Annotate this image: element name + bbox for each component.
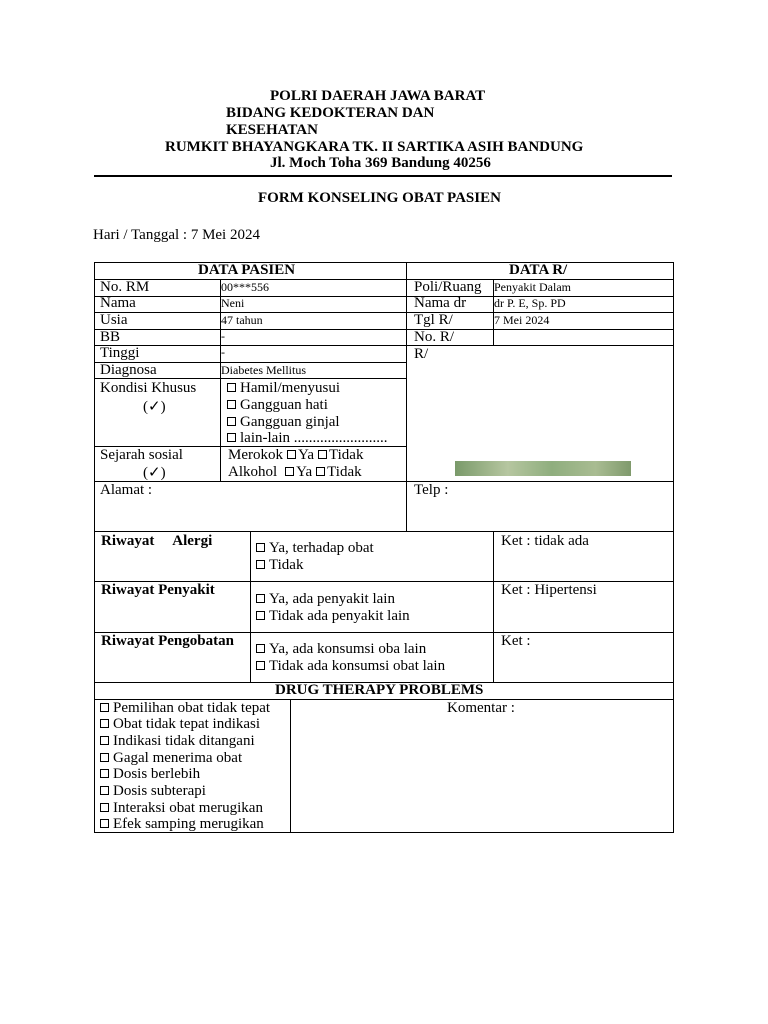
- col-line: [493, 532, 494, 682]
- data-pasien-heading: DATA PASIEN: [198, 262, 296, 278]
- option-label: Tidak ada konsumsi obat lain: [269, 658, 446, 674]
- option-label: Interaksi obat merugikan: [113, 800, 263, 816]
- diagnosa-label: Diagnosa: [100, 362, 157, 378]
- option-label: Gangguan hati: [240, 397, 328, 413]
- alamat-label: Alamat :: [100, 482, 153, 498]
- ya-label: Ya: [298, 447, 314, 463]
- bb-value: -: [221, 329, 225, 343]
- sosial-label: Sejarah sosial: [100, 447, 183, 463]
- checkbox[interactable]: [256, 543, 265, 552]
- col-line: [250, 532, 251, 682]
- option-label: lain-lain .........................: [240, 430, 388, 446]
- dtp-item[interactable]: [100, 733, 255, 750]
- kondisi-check: (✓): [143, 399, 166, 415]
- bb-label: BB: [100, 329, 121, 345]
- pengobatan-option-ya[interactable]: [256, 641, 426, 658]
- no-rm-value: 00***556: [221, 280, 269, 294]
- ya-label: Ya: [296, 464, 313, 480]
- r-label: R/: [414, 346, 429, 362]
- checkbox[interactable]: [100, 803, 109, 812]
- dtp-item[interactable]: [100, 816, 264, 833]
- riwayat-alergi-label: Riwayat Alergi: [101, 533, 213, 549]
- usia-label: Usia: [100, 312, 128, 328]
- checkbox[interactable]: [100, 719, 109, 728]
- no-r-label: No. R/: [414, 329, 455, 345]
- col-line: [290, 699, 291, 833]
- checkbox[interactable]: [227, 433, 236, 442]
- checkbox[interactable]: [227, 400, 236, 409]
- alkohol-label: Alkohol: [228, 464, 278, 480]
- kondisi-option-lain[interactable]: [227, 430, 387, 447]
- option-label: Efek samping merugikan: [113, 816, 264, 832]
- kondisi-option-hamil[interactable]: [227, 380, 340, 397]
- tidak-label: Tidak: [329, 447, 364, 463]
- row-line: [94, 279, 674, 280]
- telp-label: Telp :: [414, 482, 449, 498]
- option-label: Hamil/menyusui: [240, 380, 340, 396]
- dr-label: Nama dr: [414, 295, 467, 311]
- penyakit-ket: Ket : Hipertensi: [501, 582, 597, 598]
- checkbox-tidak[interactable]: [318, 450, 327, 459]
- redacted-prescription-image: [455, 461, 631, 476]
- header-line-5: Jl. Moch Toha 369 Bandung 40256: [270, 155, 491, 171]
- option-label: Ya, terhadap obat: [269, 540, 374, 556]
- table-divider: [406, 262, 407, 532]
- riwayat-penyakit-label: Riwayat Penyakit: [101, 582, 215, 598]
- checkbox[interactable]: [256, 661, 265, 670]
- tinggi-label: Tinggi: [100, 345, 140, 361]
- checkbox[interactable]: [227, 417, 236, 426]
- form-title: FORM KONSELING OBAT PASIEN: [258, 190, 501, 206]
- option-label: Tidak: [269, 557, 304, 573]
- kondisi-option-ginjal[interactable]: [227, 414, 340, 431]
- date-line: Hari / Tanggal : 7 Mei 2024: [93, 227, 260, 243]
- row-line: [94, 329, 674, 330]
- poli-value: Penyakit Dalam: [494, 280, 571, 294]
- alergi-option-ya[interactable]: [256, 540, 374, 557]
- alergi-option-tidak[interactable]: [256, 557, 303, 574]
- row-line: [94, 345, 674, 346]
- option-label: Tidak ada penyakit lain: [269, 608, 410, 624]
- dtp-item[interactable]: [100, 766, 200, 783]
- checkbox[interactable]: [100, 786, 109, 795]
- penyakit-option-tidak[interactable]: [256, 608, 410, 625]
- row-line: [94, 481, 674, 482]
- checkbox[interactable]: [256, 594, 265, 603]
- option-label: Pemilihan obat tidak tepat: [113, 700, 271, 716]
- merokok-row: [228, 447, 363, 464]
- dtp-item[interactable]: [100, 750, 242, 767]
- option-label: Dosis subterapi: [113, 783, 206, 799]
- option-label: Indikasi tidak ditangani: [113, 733, 255, 749]
- usia-value: 47 tahun: [221, 313, 263, 327]
- checkbox-ya[interactable]: [285, 467, 294, 476]
- checkbox[interactable]: [256, 644, 265, 653]
- checkbox[interactable]: [227, 383, 236, 392]
- checkbox-tidak[interactable]: [316, 467, 325, 476]
- dr-value: dr P. E, Sp. PD: [494, 296, 566, 310]
- dtp-item[interactable]: [100, 716, 260, 733]
- dtp-heading: DRUG THERAPY PROBLEMS: [275, 682, 484, 698]
- dtp-item[interactable]: [100, 700, 270, 717]
- merokok-label: Merokok: [228, 447, 283, 463]
- header-line-2: BIDANG KEDOKTERAN DAN: [226, 105, 435, 121]
- kondisi-label: Kondisi Khusus: [100, 380, 197, 396]
- tgl-label: Tgl R/: [414, 312, 453, 328]
- option-label: Gagal menerima obat: [113, 750, 243, 766]
- checkbox[interactable]: [100, 736, 109, 745]
- nama-value: Neni: [221, 296, 245, 310]
- header-line-1: POLRI DAERAH JAWA BARAT: [270, 88, 486, 104]
- header-line-3: KESEHATAN: [226, 122, 318, 138]
- nama-label: Nama: [100, 295, 136, 311]
- checkbox[interactable]: [256, 611, 265, 620]
- row-line: [94, 312, 674, 313]
- poli-label: Poli/Ruang: [414, 279, 482, 295]
- checkbox[interactable]: [100, 703, 109, 712]
- diagnosa-value: Diabetes Mellitus: [221, 363, 306, 377]
- penyakit-option-ya[interactable]: [256, 591, 395, 608]
- dtp-item[interactable]: [100, 800, 263, 817]
- option-label: Ya, ada penyakit lain: [269, 591, 395, 607]
- dtp-item[interactable]: [100, 783, 206, 800]
- komentar-label: Komentar :: [447, 700, 515, 716]
- alergi-ket: Ket : tidak ada: [501, 533, 589, 549]
- option-label: Obat tidak tepat indikasi: [113, 716, 261, 732]
- checkbox-ya[interactable]: [287, 450, 296, 459]
- patient-table: [94, 262, 674, 532]
- option-label: Ya, ada konsumsi oba lain: [269, 641, 427, 657]
- checkbox[interactable]: [100, 753, 109, 762]
- riwayat-pengobatan-label: Riwayat Pengobatan: [101, 633, 234, 649]
- tidak-label: Tidak: [327, 464, 362, 480]
- no-rm-label: No. RM: [100, 279, 150, 295]
- checkbox[interactable]: [100, 819, 109, 828]
- checkbox[interactable]: [100, 769, 109, 778]
- sosial-check: (✓): [143, 465, 166, 481]
- option-label: Gangguan ginjal: [240, 414, 340, 430]
- header-line-4: RUMKIT BHAYANGKARA TK. II SARTIKA ASIH BANDUNG: [165, 139, 584, 155]
- header-divider: [94, 175, 672, 177]
- alkohol-row: [228, 464, 362, 481]
- row-line: [94, 296, 674, 297]
- option-label: Dosis berlebih: [113, 766, 201, 782]
- kondisi-option-hati[interactable]: [227, 397, 328, 414]
- data-r-heading: DATA R/: [509, 262, 568, 278]
- tgl-value: 7 Mei 2024: [494, 313, 550, 327]
- pengobatan-ket: Ket :: [501, 633, 531, 649]
- pengobatan-option-tidak[interactable]: [256, 658, 445, 675]
- checkbox[interactable]: [256, 560, 265, 569]
- tinggi-value: -: [221, 345, 225, 359]
